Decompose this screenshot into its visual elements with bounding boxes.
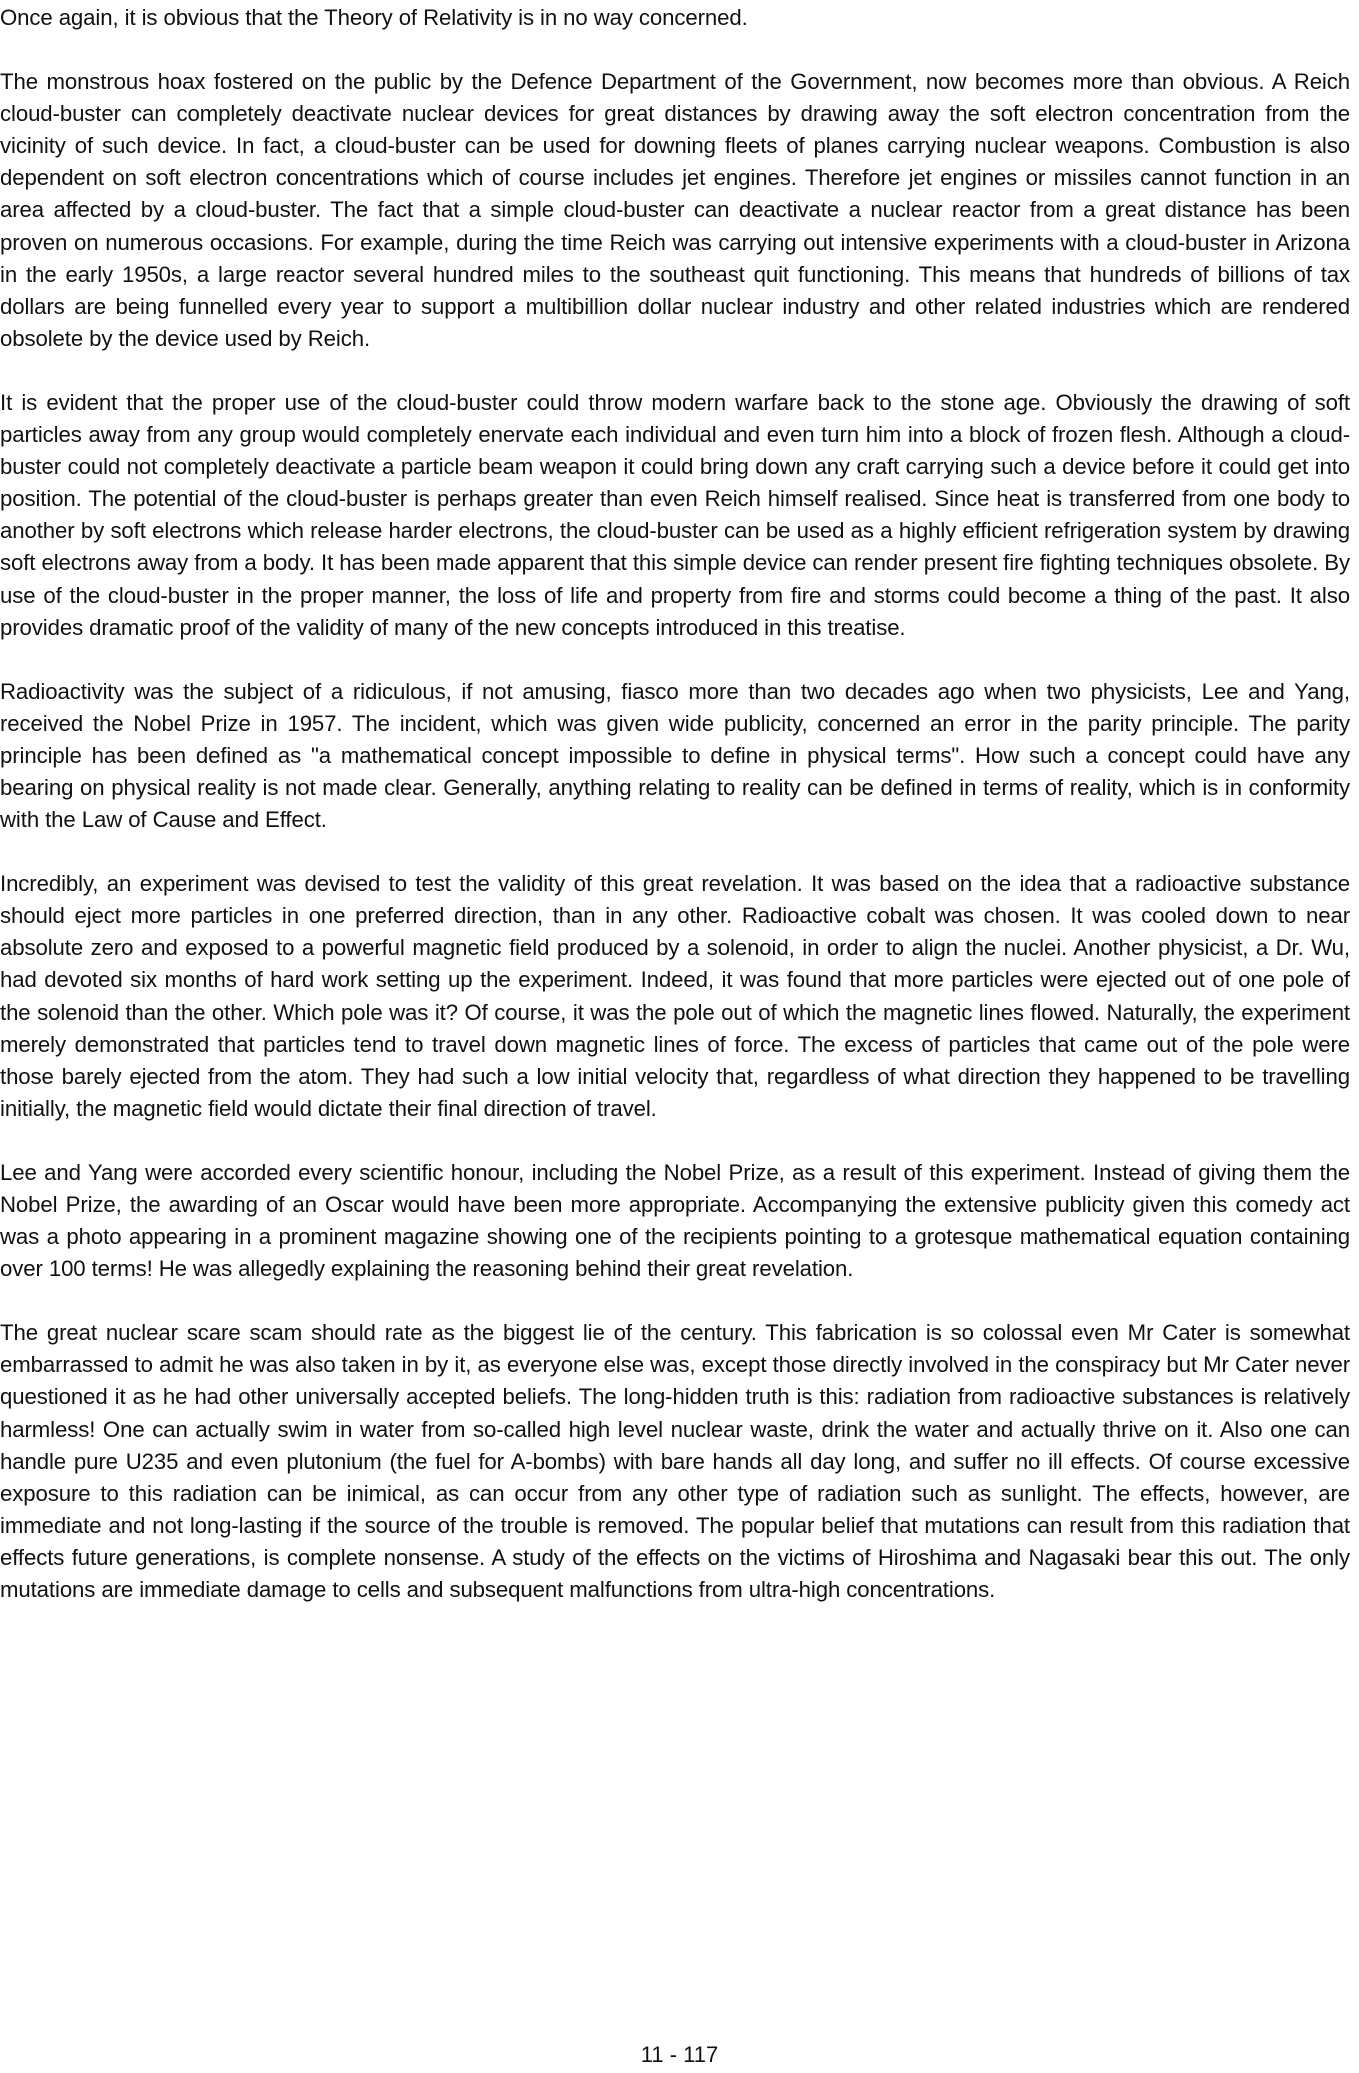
paragraph-modern-warfare: It is evident that the proper use of the cloud-buster could throw modern warfare back to the stone age. Obviously the drawing of soft particles away from any group would completely enervate each individual and even turn him into a block of frozen flesh. Although a cloud-buster could not completely deactivate a particle beam weapon it could bring down any craft carrying such a device before it could get into position. The potential of the cloud-buster is perhaps greater than even Reich himself realised. Since heat is transferred from one body to another by soft electrons which release harder electrons, the cloud-buster can be used as a highly efficient refrigeration system by drawing soft electrons away from a body. It has been made apparent that this simple device can render present fire fighting techniques obsolete. By use of the cloud-buster in the proper manner, the loss of life and property from fire and storms could become a thing of the past. It also provides dramatic proof of the validity of many of the new concepts introduced in this treatise.: [0, 389, 1350, 640]
paragraph-nuclear-scare: The great nuclear scare scam should rate as the biggest lie of the century. This fabrication is so colossal even Mr Cater is somewhat embarrassed to admit he was also taken in by it, as everyone else was, except those directly involved in the conspiracy but Mr Cater never questioned it as he had other universally accepted beliefs. The long-hidden truth is this: radiation from radioactive substances is relatively harmless! One can actually swim in water from so-called high level nuclear waste, drink the water and actually thrive on it. Also one can handle pure U235 and even plutonium (the fuel for A-bombs) with bare hands all day long, and suffer no ill effects. Of course excessive exposure to this radiation can be inimical, as can occur from any other type of radiation such as sunlight. The effects, however, are immediate and not long-lasting if the source of the trouble is removed. The popular belief that mutations can result from this radiation that effects future generations, is complete nonsense. A study of the effects on the victims of Hiroshima and Nagasaki bear this out. The only mutations are immediate damage to cells and subsequent malfunctions from ultra-high concentrations.: [0, 1320, 1350, 1603]
paragraph-cloud-buster-hoax: The monstrous hoax fostered on the public by the Defence Department of the Government, now becomes more than obvious. A Reich cloud-buster can completely deactivate nuclear devices for great distances by drawing away the soft electron concentration from the vicinity of such device. In fact, a cloud-buster can be used for downing fleets of planes carrying nuclear weapons. Combustion is also dependent on soft electron concentrations which of course includes jet engines. Therefore jet engines or missiles cannot function in an area affected by a cloud-buster. The fact that a simple cloud-buster can deactivate a nuclear reactor from a great distance has been proven on numerous occasions. For example, during the time Reich was carrying out intensive experiments with a cloud-buster in Arizona in the early 1950s, a large reactor several hundred miles to the southeast quit functioning. This means that hundreds of billions of tax dollars are being funnelled every year to support a multibillion dollar nuclear industry and other related industries which are rendered obsolete by the device used by Reich.: [0, 69, 1350, 351]
page-number: 11 - 117: [640, 2042, 719, 2067]
paragraph-relativity: Once again, it is obvious that the Theory of Relativity is in no way concerned.: [0, 5, 748, 30]
paragraph-lee-and-yang: Lee and Yang were accorded every scientific honour, including the Nobel Prize, as a result of this experiment. Instead of giving them the Nobel Prize, the awarding of an Oscar would have been more appropriate. Accompanying the extensive publicity given this comedy act was a photo appearing in a prominent magazine showing one of the recipients pointing to a grotesque mathematical equation containing over 100 terms! He was allegedly explaining the reasoning behind their great revelation.: [0, 1159, 1350, 1282]
paragraph-experiment: Incredibly, an experiment was devised to test the validity of this great revelation. It was based on the idea that a radioactive substance should eject more particles in one preferred direction, than in any other. Radioactive cobalt was chosen. It was cooled down to near absolute zero and exposed to a powerful magnetic field produced by a solenoid, in order to align the nuclei. Another physicist, a Dr. Wu, had devoted six months of hard work setting up the experiment. Indeed, it was found that more particles were ejected out of one pole of the solenoid than the other. Which pole was it? Of course, it was the pole out of which the magnetic lines flowed. Naturally, the experiment merely demonstrated that particles tend to travel down magnetic lines of force. The excess of particles that came out of the pole were those barely ejected from the atom. They had such a low initial velocity that, regardless of what direction they happened to be travelling initially, the magnetic field would dictate their final direction of travel.: [0, 871, 1350, 1121]
document-body: [0, 2, 1350, 1638]
paragraph-radioactivity-parity: Radioactivity was the subject of a ridiculous, if not amusing, fiasco more than two decades ago when two physicists, Lee and Yang, received the Nobel Prize in 1957. The incident, which was given wide publicity, concerned an error in the parity principle. The parity principle has been defined as "a mathematical concept impossible to define in physical terms". How such a concept could have any bearing on physical reality is not made clear. Generally, anything relating to reality can be defined in terms of reality, which is in conformity with the Law of Cause and Effect.: [0, 678, 1350, 833]
